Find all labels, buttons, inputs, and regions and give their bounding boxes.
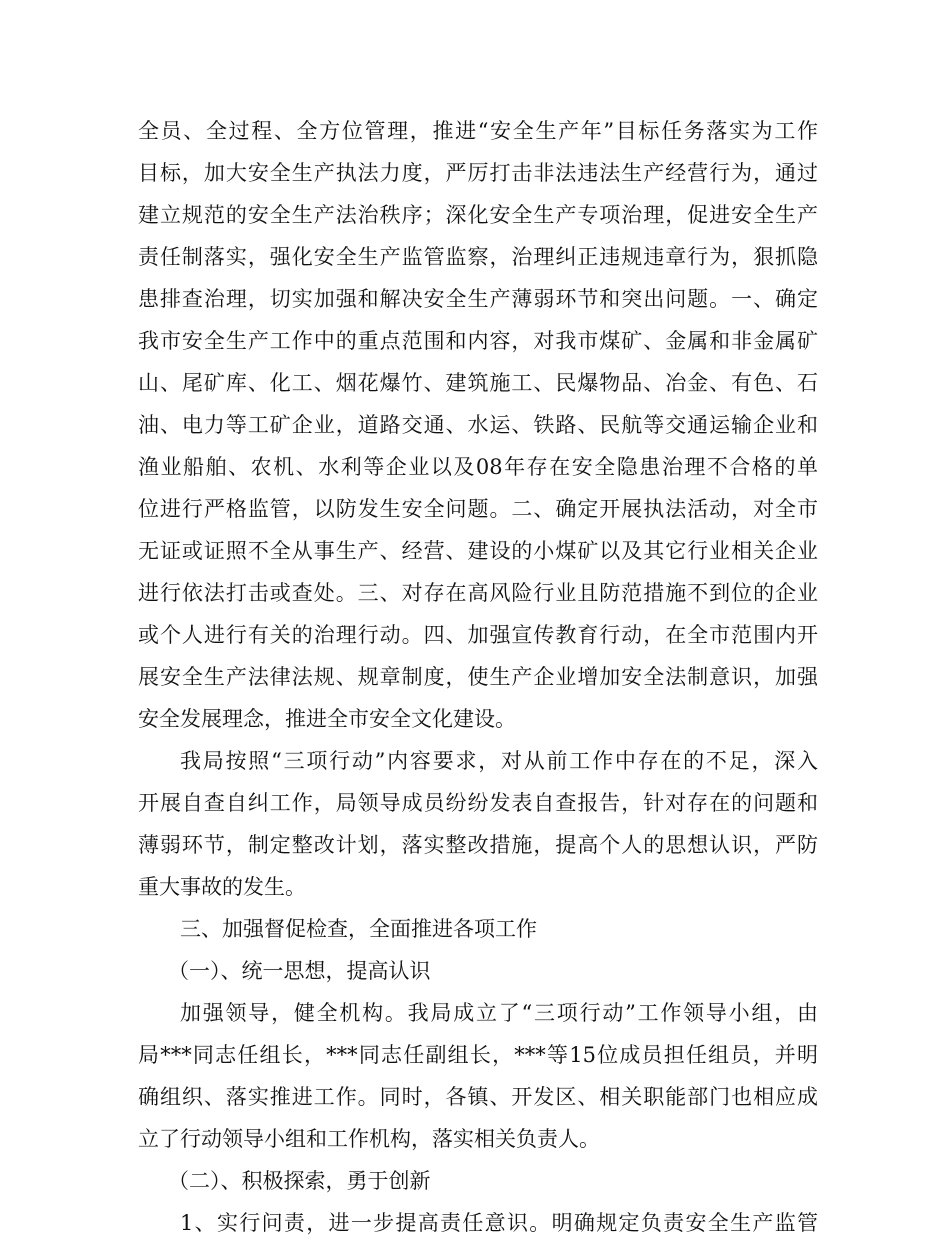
- section-heading: [138, 908, 818, 950]
- text-line: 重大事故的发生。: [138, 875, 306, 899]
- text-line: 三、加强督促检查，全面推进各项工作: [180, 917, 537, 941]
- text-line: 或个人进行有关的治理行动。四、加强宣传教育行动，在全市范围内开: [138, 623, 818, 647]
- text-line: 位进行严格监管，以防发生安全问题。二、确定开展执法活动，对全市: [138, 497, 818, 521]
- document-body: [138, 110, 818, 1244]
- text-line: 目标，加大安全生产执法力度，严厉打击非法违法生产经营行为，通过: [138, 161, 818, 185]
- text-line: 展安全生产法律法规、规章制度，使生产企业增加安全法制意识，加强: [138, 665, 818, 689]
- paragraph: [138, 1202, 818, 1244]
- text-line: 薄弱环节，制定整改计划，落实整改措施，提高个人的思想认识，严防: [138, 833, 818, 857]
- text-line: 进行依法打击或查处。三、对存在高风险行业且防范措施不到位的企业: [138, 581, 818, 605]
- text-line: 责任制落实，强化安全生产监管监察，治理纠正违规违章行为，狠抓隐: [138, 245, 818, 269]
- text-line: 1、实行问责，进一步提高责任意识。明确规定负责安全生产监管: [180, 1211, 818, 1235]
- text-line: 患排查治理，切实加强和解决安全生产薄弱环节和突出问题。一、确定: [138, 287, 818, 311]
- text-line: 安全发展理念，推进全市安全文化建设。: [138, 707, 516, 731]
- text-line: 山、尾矿库、化工、烟花爆竹、建筑施工、民爆物品、冶金、有色、石: [138, 371, 818, 395]
- text-line: 渔业船舶、农机、水利等企业以及08年存在安全隐患治理不合格的单: [138, 455, 818, 479]
- text-line: （二）、积极探索，勇于创新: [168, 1169, 431, 1193]
- subsection-heading: [138, 1160, 818, 1202]
- text-line: 立了行动领导小组和工作机构，落实相关负责人。: [138, 1127, 600, 1151]
- text-line: （一）、统一思想，提高认识: [168, 959, 431, 983]
- text-line: 无证或证照不全从事生产、经营、建设的小煤矿以及其它行业相关企业: [138, 539, 818, 563]
- text-line: 开展自查自纠工作，局领导成员纷纷发表自查报告，针对存在的问题和: [138, 791, 818, 815]
- text-line: 全员、全过程、全方位管理，推进“安全生产年”目标任务落实为工作: [138, 119, 818, 143]
- text-line: 我局按照“三项行动”内容要求，对从前工作中存在的不足，深入: [180, 749, 818, 773]
- text-line: 油、电力等工矿企业，道路交通、水运、铁路、民航等交通运输企业和: [138, 413, 818, 437]
- paragraph: [138, 992, 818, 1160]
- text-line: 确组织、落实推进工作。同时，各镇、开发区、相关职能部门也相应成: [138, 1085, 818, 1109]
- text-line: 局***同志任组长，***同志任副组长，***等15位成员担任组员，并明: [138, 1043, 818, 1067]
- text-line: 建立规范的安全生产法治秩序；深化安全生产专项治理，促进安全生产: [138, 203, 818, 227]
- text-line: 我市安全生产工作中的重点范围和内容，对我市煤矿、金属和非金属矿: [138, 329, 818, 353]
- subsection-heading: [138, 950, 818, 992]
- text-line: 加强领导，健全机构。我局成立了“三项行动”工作领导小组，由: [180, 1001, 818, 1025]
- paragraph: [138, 740, 818, 908]
- paragraph: [138, 110, 818, 740]
